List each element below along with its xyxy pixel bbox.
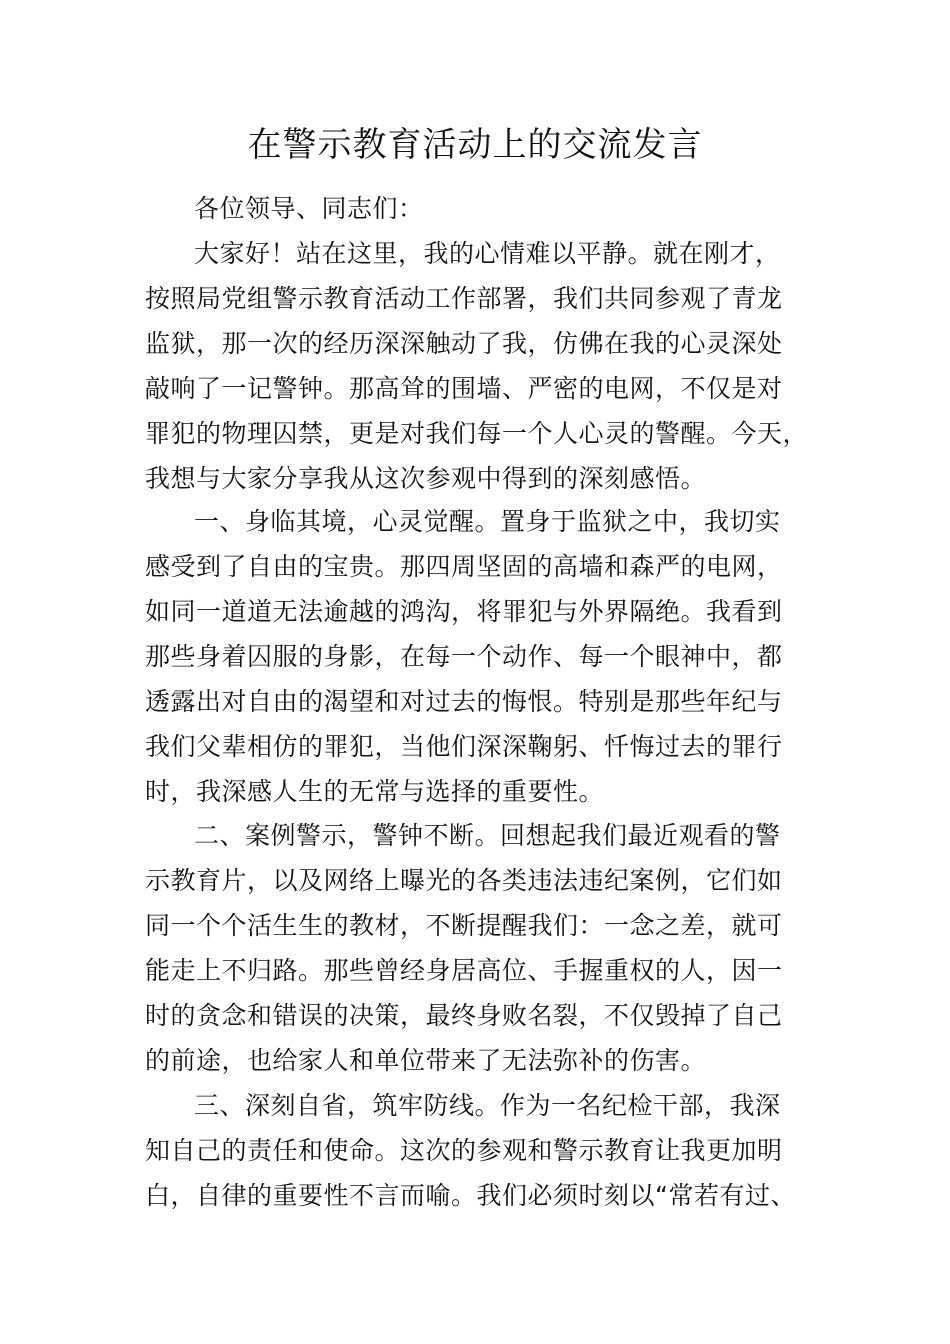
section-heading-line: 二、案例警示，警钟不断。回想起我们最近观看的警 — [194, 821, 781, 850]
body-line: 能走上不归路。那些曾经身居高位、手握重权的人，因一 — [145, 956, 783, 985]
body-line: 时，我深感人生的无常与选择的重要性。 — [145, 777, 605, 806]
body-line: 我想与大家分享我从这次参观中得到的深刻感悟。 — [145, 464, 707, 493]
body-line: 那些身着囚服的身影，在每一个动作、每一个眼神中，都 — [145, 642, 783, 671]
body-line: 白，自律的重要性不言而喻。我们必须时刻以“常若有过、 — [145, 1181, 796, 1210]
body-line: 时的贪念和错误的决策，最终身败名裂，不仅毁掉了自己 — [145, 1001, 783, 1030]
body-line: 同一个个活生生的教材，不断提醒我们：一念之差，就可 — [145, 911, 783, 940]
body-line: 感受到了自由的宝贵。那四周坚固的高墙和森严的电网， — [145, 552, 783, 581]
body-line: 监狱，那一次的经历深深触动了我，仿佛在我的心灵深处 — [145, 329, 783, 358]
body-line: 如同一道道无法逾越的鸿沟，将罪犯与外界隔绝。我看到 — [145, 597, 783, 626]
body-line: 敲响了一记警钟。那高耸的围墙、严密的电网，不仅是对 — [145, 374, 783, 403]
section-heading-line: 三、深刻自省，筑牢防线。作为一名纪检干部，我深 — [194, 1091, 781, 1120]
body-line: 透露出对自由的渴望和对过去的悔恨。特别是那些年纪与 — [145, 687, 783, 716]
body-line: 的前途，也给家人和单位带来了无法弥补的伤害。 — [145, 1046, 707, 1075]
body-line: 示教育片，以及网络上曝光的各类违法违纪案例，它们如 — [145, 866, 783, 895]
body-line: 我们父辈相仿的罪犯，当他们深深鞠躬、忏悔过去的罪行 — [145, 732, 783, 761]
body-line: 大家好！站在这里，我的心情难以平静。就在刚才， — [194, 239, 781, 268]
document-title: 在警示教育活动上的交流发言 — [247, 125, 703, 165]
body-line: 按照局党组警示教育活动工作部署，我们共同参观了青龙 — [145, 284, 783, 313]
body-line: 知自己的责任和使命。这次的参观和警示教育让我更加明 — [145, 1136, 783, 1165]
body-line: 罪犯的物理囚禁，更是对我们每一个人心灵的警醒。今天， — [145, 419, 809, 448]
salutation-line: 各位领导、同志们： — [194, 194, 424, 223]
section-heading-line: 一、身临其境，心灵觉醒。置身于监狱之中，我切实 — [194, 507, 781, 536]
